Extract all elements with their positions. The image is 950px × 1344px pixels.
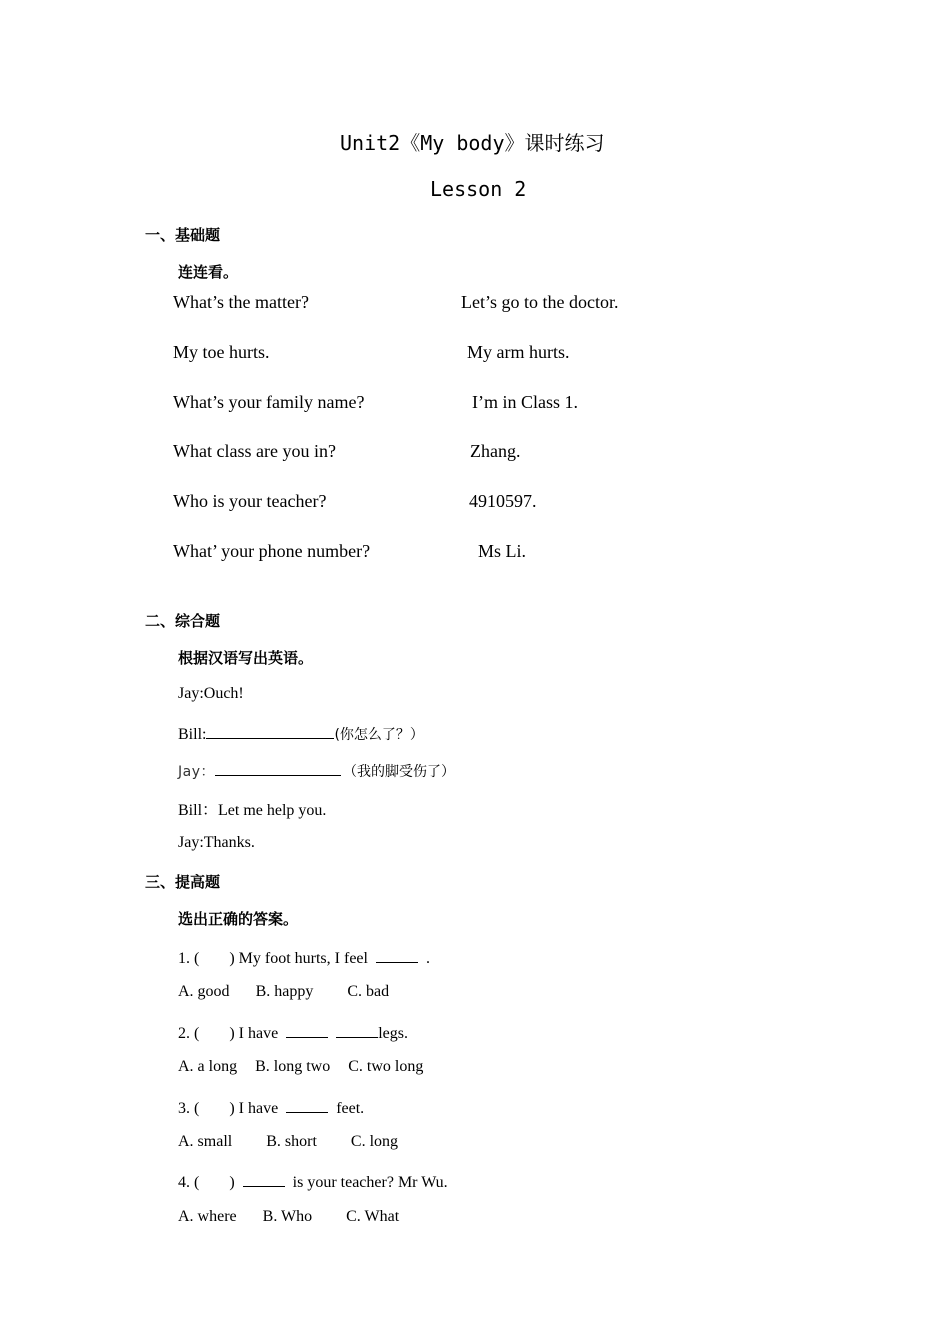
answer-blank-2[interactable] (215, 759, 341, 776)
q2-option-c: C. two long (348, 1058, 424, 1075)
section2-heading: 二、综合题 (145, 612, 221, 630)
match-right-1: Let’s go to the doctor. (461, 292, 619, 312)
question-2-blank-2[interactable] (336, 1021, 378, 1038)
question-2-blank-1[interactable] (286, 1021, 328, 1038)
section2-instruction: 根据汉语写出英语。 (178, 649, 314, 667)
section3-instruction: 选出正确的答案。 (178, 910, 299, 928)
question-1-blank[interactable] (376, 946, 418, 963)
q1-option-c: C. bad (347, 983, 390, 1000)
match-left-5: Who is your teacher? (173, 491, 327, 511)
q3-option-a: A. small (178, 1133, 233, 1150)
q4-option-c: C. What (346, 1208, 400, 1225)
section1-heading: 一、基础题 (145, 226, 221, 244)
section1-instruction: 连连看。 (178, 263, 239, 281)
q1-option-a: A. good (178, 983, 230, 1000)
question-3-options (178, 1133, 398, 1151)
question-4-number: 4. ( (178, 1174, 200, 1191)
q2-option-b: B. long two (255, 1058, 331, 1075)
dialogue-line-3 (178, 759, 455, 781)
question-3-close: ) (229, 1100, 235, 1117)
question-1 (178, 946, 430, 968)
question-3-end: feet. (336, 1100, 365, 1117)
match-left-4: What class are you in? (173, 441, 336, 461)
question-1-options (178, 983, 389, 1001)
match-right-5: 4910597. (469, 491, 537, 511)
question-1-number: 1. ( (178, 950, 200, 967)
q4-option-b: B. Who (262, 1208, 313, 1225)
match-left-3: What’s your family name? (173, 392, 365, 412)
match-right-3: I’m in Class 1. (472, 392, 578, 412)
dialogue-line-1: Jay:Ouch! (178, 685, 244, 702)
question-2-number: 2. ( (178, 1025, 200, 1042)
question-1-text: My foot hurts, I feel (238, 950, 368, 967)
q3-option-c: C. long (350, 1133, 399, 1150)
question-2-text: I have (238, 1025, 279, 1042)
match-right-6: Ms Li. (478, 541, 527, 561)
section3-heading: 三、提高题 (145, 873, 221, 891)
q4-option-a: A. where (178, 1208, 237, 1225)
question-1-close: ) (229, 950, 235, 967)
question-3 (178, 1096, 364, 1118)
question-2 (178, 1021, 408, 1043)
match-right-4: Zhang. (470, 441, 521, 461)
question-2-options (178, 1058, 423, 1076)
page-title: Unit2《My body》课时练习 (340, 131, 605, 155)
question-3-number: 3. ( (178, 1100, 200, 1117)
question-4-blank[interactable] (243, 1170, 285, 1187)
question-4-options (178, 1208, 399, 1226)
question-3-blank[interactable] (286, 1096, 328, 1113)
dialogue-line-2-speaker: Bill: (178, 726, 207, 743)
q3-option-b: B. short (266, 1133, 317, 1150)
dialogue-line-3-speaker: Jay： (178, 764, 215, 780)
question-2-close: ) (229, 1025, 235, 1042)
match-left-1: What’s the matter? (173, 292, 309, 312)
question-4-close: ) (229, 1174, 235, 1191)
dialogue-line-4: Bill：Let me help you. (178, 802, 327, 819)
match-left-6: What’ your phone number? (173, 541, 371, 561)
question-2-end: legs. (378, 1025, 408, 1042)
lesson-subtitle: Lesson 2 (430, 177, 527, 201)
question-3-text: I have (238, 1100, 279, 1117)
q2-option-a: A. a long (178, 1058, 238, 1075)
q1-option-b: B. happy (255, 983, 314, 1000)
match-right-2: My arm hurts. (467, 342, 570, 362)
question-4 (178, 1170, 448, 1192)
match-left-2: My toe hurts. (173, 342, 270, 362)
answer-blank-1[interactable] (206, 722, 334, 739)
question-1-end: . (425, 950, 430, 967)
dialogue-line-2-hint: (你怎么了？） (334, 727, 424, 743)
dialogue-line-2 (178, 722, 424, 744)
dialogue-line-3-hint: （我的脚受伤了） (343, 764, 455, 780)
dialogue-line-5: Jay:Thanks. (178, 834, 255, 851)
question-4-text: is your teacher? Mr Wu. (292, 1174, 448, 1191)
